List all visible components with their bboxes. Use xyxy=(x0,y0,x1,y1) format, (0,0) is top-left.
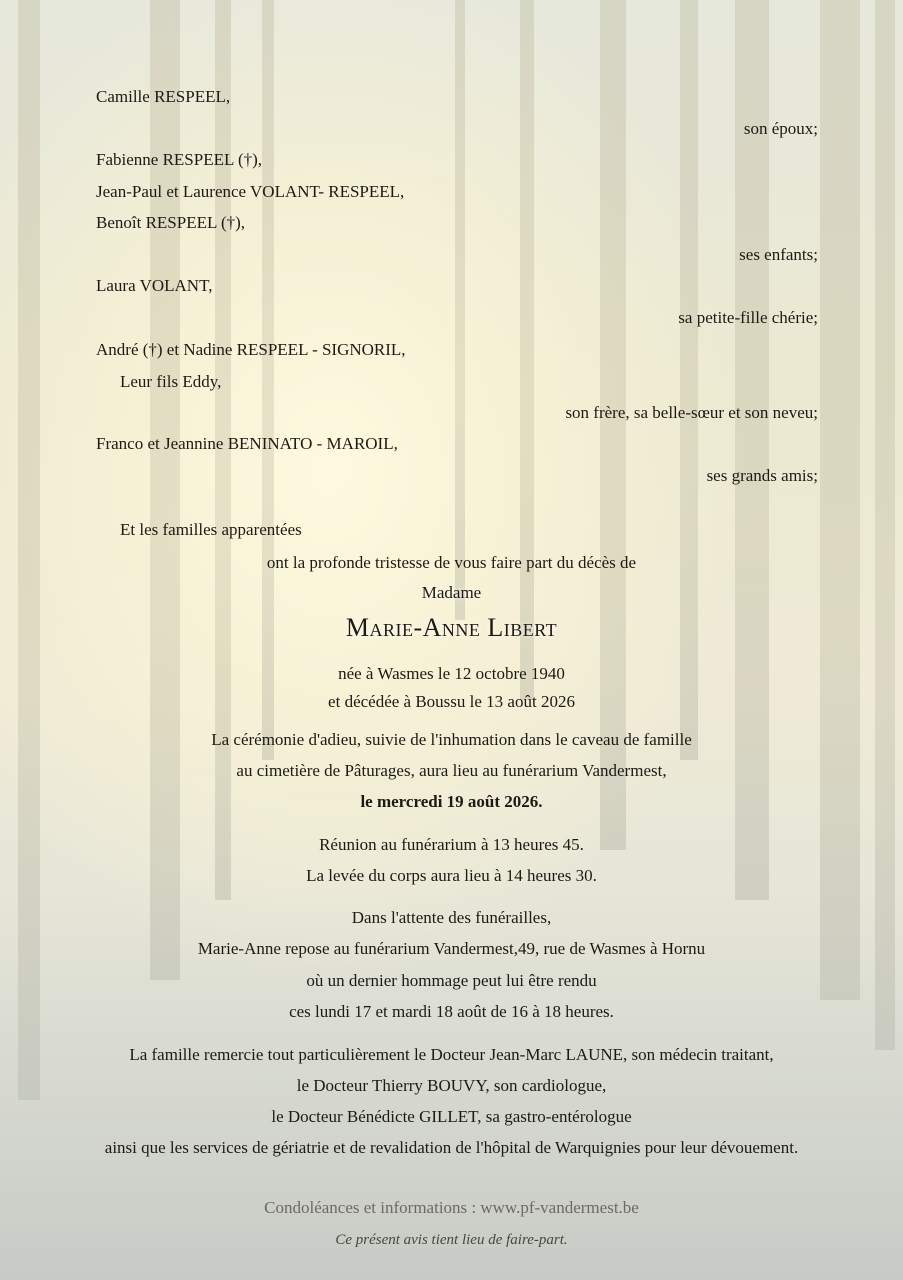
thanks-text: le Docteur Bénédicte GILLET, sa gastro-entérologue xyxy=(271,1107,632,1126)
visitation-text: où un dernier hommage peut lui être rendu xyxy=(306,971,597,990)
thanks-text: La famille remercie tout particulièrement le Docteur Jean-Marc LAUNE, son médecin traitant, xyxy=(129,1045,774,1064)
notice-text: Ce présent avis tient lieu de faire-part. xyxy=(335,1232,568,1248)
ceremony-text: La cérémonie d'adieu, suivie de l'inhumation dans le caveau de famille xyxy=(211,730,692,749)
sibling-relation: son frère, sa belle-sœur et son neveu; xyxy=(565,403,818,422)
levee-time: La levée du corps aura lieu à 14 heures 30. xyxy=(306,866,597,885)
related-families: Et les familles apparentées xyxy=(120,520,302,539)
child-name: Jean-Paul et Laurence VOLANT- RESPEEL, xyxy=(96,182,405,201)
spouse-name: Camille RESPEEL, xyxy=(96,87,231,106)
nephew-name: Leur fils Eddy, xyxy=(120,372,222,391)
children-relation: ses enfants; xyxy=(739,245,818,264)
deceased-title: Madame xyxy=(421,583,482,602)
condolences-contact: Condoléances et informations : www.pf-vandermest.be xyxy=(264,1198,639,1217)
ceremony-text: au cimetière de Pâturages, aura lieu au funérarium Vandermest, xyxy=(236,761,667,780)
sibling-name: André (†) et Nadine RESPEEL - SIGNORIL, xyxy=(96,340,406,359)
birth-info: née à Wasmes le 12 octobre 1940 xyxy=(338,664,565,683)
visitation-text: Marie-Anne repose au funérarium Vandermest,49, rue de Wasmes à Hornu xyxy=(197,939,706,958)
announcement-intro: ont la profonde tristesse de vous faire part du décès de xyxy=(266,553,637,572)
thanks-text: ainsi que les services de gériatrie et de revalidation de l'hôpital de Warquignies pour leur dévouement. xyxy=(104,1138,799,1157)
visitation-text: Dans l'attente des funérailles, xyxy=(351,908,552,927)
friends-relation: ses grands amis; xyxy=(706,466,818,485)
child-name: Benoît RESPEEL (†), xyxy=(96,213,246,232)
granddaughter-relation: sa petite-fille chérie; xyxy=(678,308,818,327)
spouse-relation: son époux; xyxy=(743,119,818,138)
thanks-text: le Docteur Thierry BOUVY, son cardiologue, xyxy=(296,1076,607,1095)
death-info: et décédée à Boussu le 13 août 2026 xyxy=(328,692,575,711)
granddaughter-name: Laura VOLANT, xyxy=(96,276,213,295)
friends-name: Franco et Jeannine BENINATO - MAROIL, xyxy=(96,434,398,453)
ceremony-date: le mercredi 19 août 2026. xyxy=(360,792,543,811)
deceased-name: Marie-Anne Libert xyxy=(345,613,558,642)
child-name: Fabienne RESPEEL (†), xyxy=(96,150,263,169)
reunion-time: Réunion au funérarium à 13 heures 45. xyxy=(319,835,584,854)
visitation-hours: ces lundi 17 et mardi 18 août de 16 à 18 heures. xyxy=(289,1002,614,1021)
